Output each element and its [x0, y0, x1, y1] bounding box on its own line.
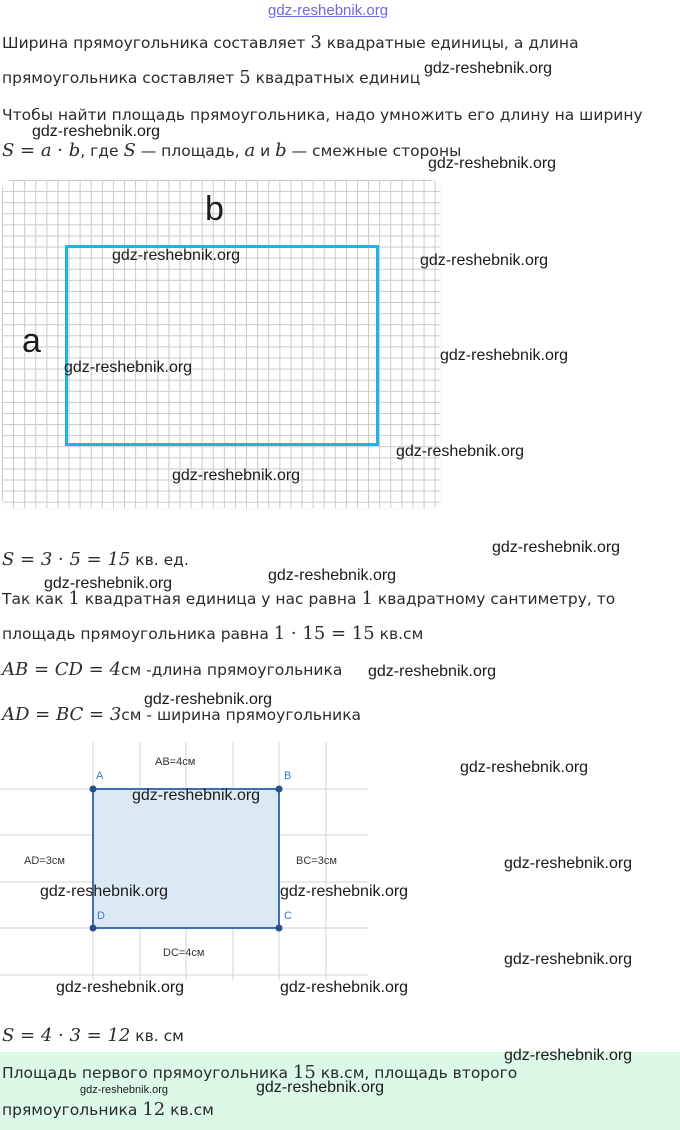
- answer-number: 12: [142, 1099, 166, 1120]
- watermark: gdz-reshebnik.org: [32, 123, 161, 140]
- vertex-b-label: B: [284, 770, 292, 782]
- intro-line-1: [2, 33, 579, 53]
- answer-text: Площадь первого прямоугольника: [2, 1064, 293, 1082]
- var-b: b: [275, 140, 287, 161]
- watermark: gdz-reshebnik.org: [80, 1084, 169, 1096]
- var-s: S: [123, 140, 136, 161]
- sides-width-formula: AD = BC = 3: [2, 704, 122, 725]
- label-ad: AD=3см: [24, 855, 65, 867]
- watermark: gdz-reshebnik.org: [424, 60, 553, 77]
- watermark: gdz-reshebnik.org: [44, 575, 173, 592]
- sides-length-line: [2, 660, 342, 680]
- rule-text: — площадь,: [135, 142, 245, 160]
- vertex-c-label: C: [284, 910, 292, 922]
- answer-text: кв.см, площадь второго: [315, 1064, 518, 1082]
- watermark: gdz-reshebnik.org: [280, 979, 409, 996]
- sides-width-text: см - ширина прямоугольника: [121, 706, 362, 724]
- calc-2-unit: кв. см: [130, 1027, 184, 1045]
- label-dc: DC=4см: [163, 947, 205, 959]
- width-value: 3: [310, 32, 322, 53]
- watermark: gdz-reshebnik.org: [112, 247, 241, 264]
- vertex-b-dot: [276, 786, 283, 793]
- sides-length-text: см -длина прямоугольника: [120, 661, 343, 679]
- watermark: gdz-reshebnik.org: [428, 155, 557, 172]
- rectangle-2: [93, 789, 279, 928]
- since-unit: кв.см: [374, 625, 424, 643]
- rule-formula-line: [2, 141, 461, 161]
- watermark: gdz-reshebnik.org: [368, 663, 497, 680]
- vertex-a-label: A: [96, 770, 104, 782]
- watermark: gdz-reshebnik.org: [132, 787, 261, 804]
- side-label-b: b: [205, 190, 224, 228]
- watermark: gdz-reshebnik.org: [396, 443, 525, 460]
- watermark: gdz-reshebnik.org: [280, 883, 409, 900]
- watermark: gdz-reshebnik.org: [440, 347, 569, 364]
- calc-2-formula: S = 4 · 3 = 12: [2, 1025, 131, 1046]
- watermark: gdz-reshebnik.org: [144, 691, 273, 708]
- intro-text: квадратные единицы, а длина: [321, 34, 579, 52]
- rule-text: , где: [80, 142, 124, 160]
- answer-text: кв.см: [165, 1101, 214, 1119]
- since-text: Так как: [2, 590, 69, 608]
- calc-1-formula: S = 3 · 5 = 15: [2, 549, 131, 570]
- watermark-top-link[interactable]: gdz-reshebnik.org: [268, 2, 389, 19]
- since-formula: 1 · 15 = 15: [273, 623, 375, 644]
- answer-number: 15: [292, 1062, 316, 1083]
- answer-line-2: [2, 1100, 214, 1120]
- watermark: gdz-reshebnik.org: [504, 951, 633, 968]
- watermark: gdz-reshebnik.org: [504, 855, 633, 872]
- rectangle-1: [65, 245, 379, 446]
- sides-length-formula: AB = CD = 4: [2, 659, 121, 680]
- since-line-2: [2, 624, 423, 644]
- side-label-a: a: [22, 322, 41, 360]
- length-value: 5: [239, 67, 251, 88]
- watermark: gdz-reshebnik.org: [492, 539, 621, 556]
- since-number: 1: [68, 588, 80, 609]
- rule-text: — смежные стороны: [286, 142, 462, 160]
- intro-line-2: [2, 68, 420, 88]
- intro-text: Ширина прямоугольника составляет: [2, 34, 311, 52]
- intro-text: прямоугольника составляет: [2, 69, 240, 87]
- vertex-d-label: D: [97, 910, 105, 922]
- calc-1-unit: кв. ед.: [130, 551, 189, 569]
- watermark: gdz-reshebnik.org: [56, 979, 185, 996]
- watermark: gdz-reshebnik.org: [256, 1079, 385, 1096]
- watermark: gdz-reshebnik.org: [504, 1047, 633, 1064]
- since-text: площадь прямоугольника равна: [2, 625, 274, 643]
- watermark: gdz-reshebnik.org: [268, 567, 397, 584]
- since-text: квадратному сантиметру, то: [372, 590, 616, 608]
- since-text: квадратная единица у нас равна: [79, 590, 362, 608]
- watermark: gdz-reshebnik.org: [40, 883, 169, 900]
- watermark: gdz-reshebnik.org: [420, 252, 549, 269]
- var-a: a: [244, 140, 256, 161]
- vertex-d-dot: [90, 925, 97, 932]
- intro-text: квадратных единиц: [250, 69, 421, 87]
- vertex-a-dot: [90, 786, 97, 793]
- label-bc: BC=3см: [296, 855, 337, 867]
- area-formula: S = a · b: [2, 140, 81, 161]
- since-number: 1: [361, 588, 373, 609]
- watermark: gdz-reshebnik.org: [460, 759, 589, 776]
- calc-2: [2, 1026, 184, 1046]
- watermark: gdz-reshebnik.org: [64, 359, 193, 376]
- rule-text: Чтобы найти площадь прямоугольника, надо умножить его длину на ширину: [2, 106, 643, 124]
- label-ab: AB=4см: [155, 756, 196, 768]
- watermark: gdz-reshebnik.org: [172, 467, 301, 484]
- answer-text: прямоугольника: [2, 1101, 143, 1119]
- rule-text: и: [255, 142, 276, 160]
- vertex-c-dot: [276, 925, 283, 932]
- calc-1: [2, 550, 189, 570]
